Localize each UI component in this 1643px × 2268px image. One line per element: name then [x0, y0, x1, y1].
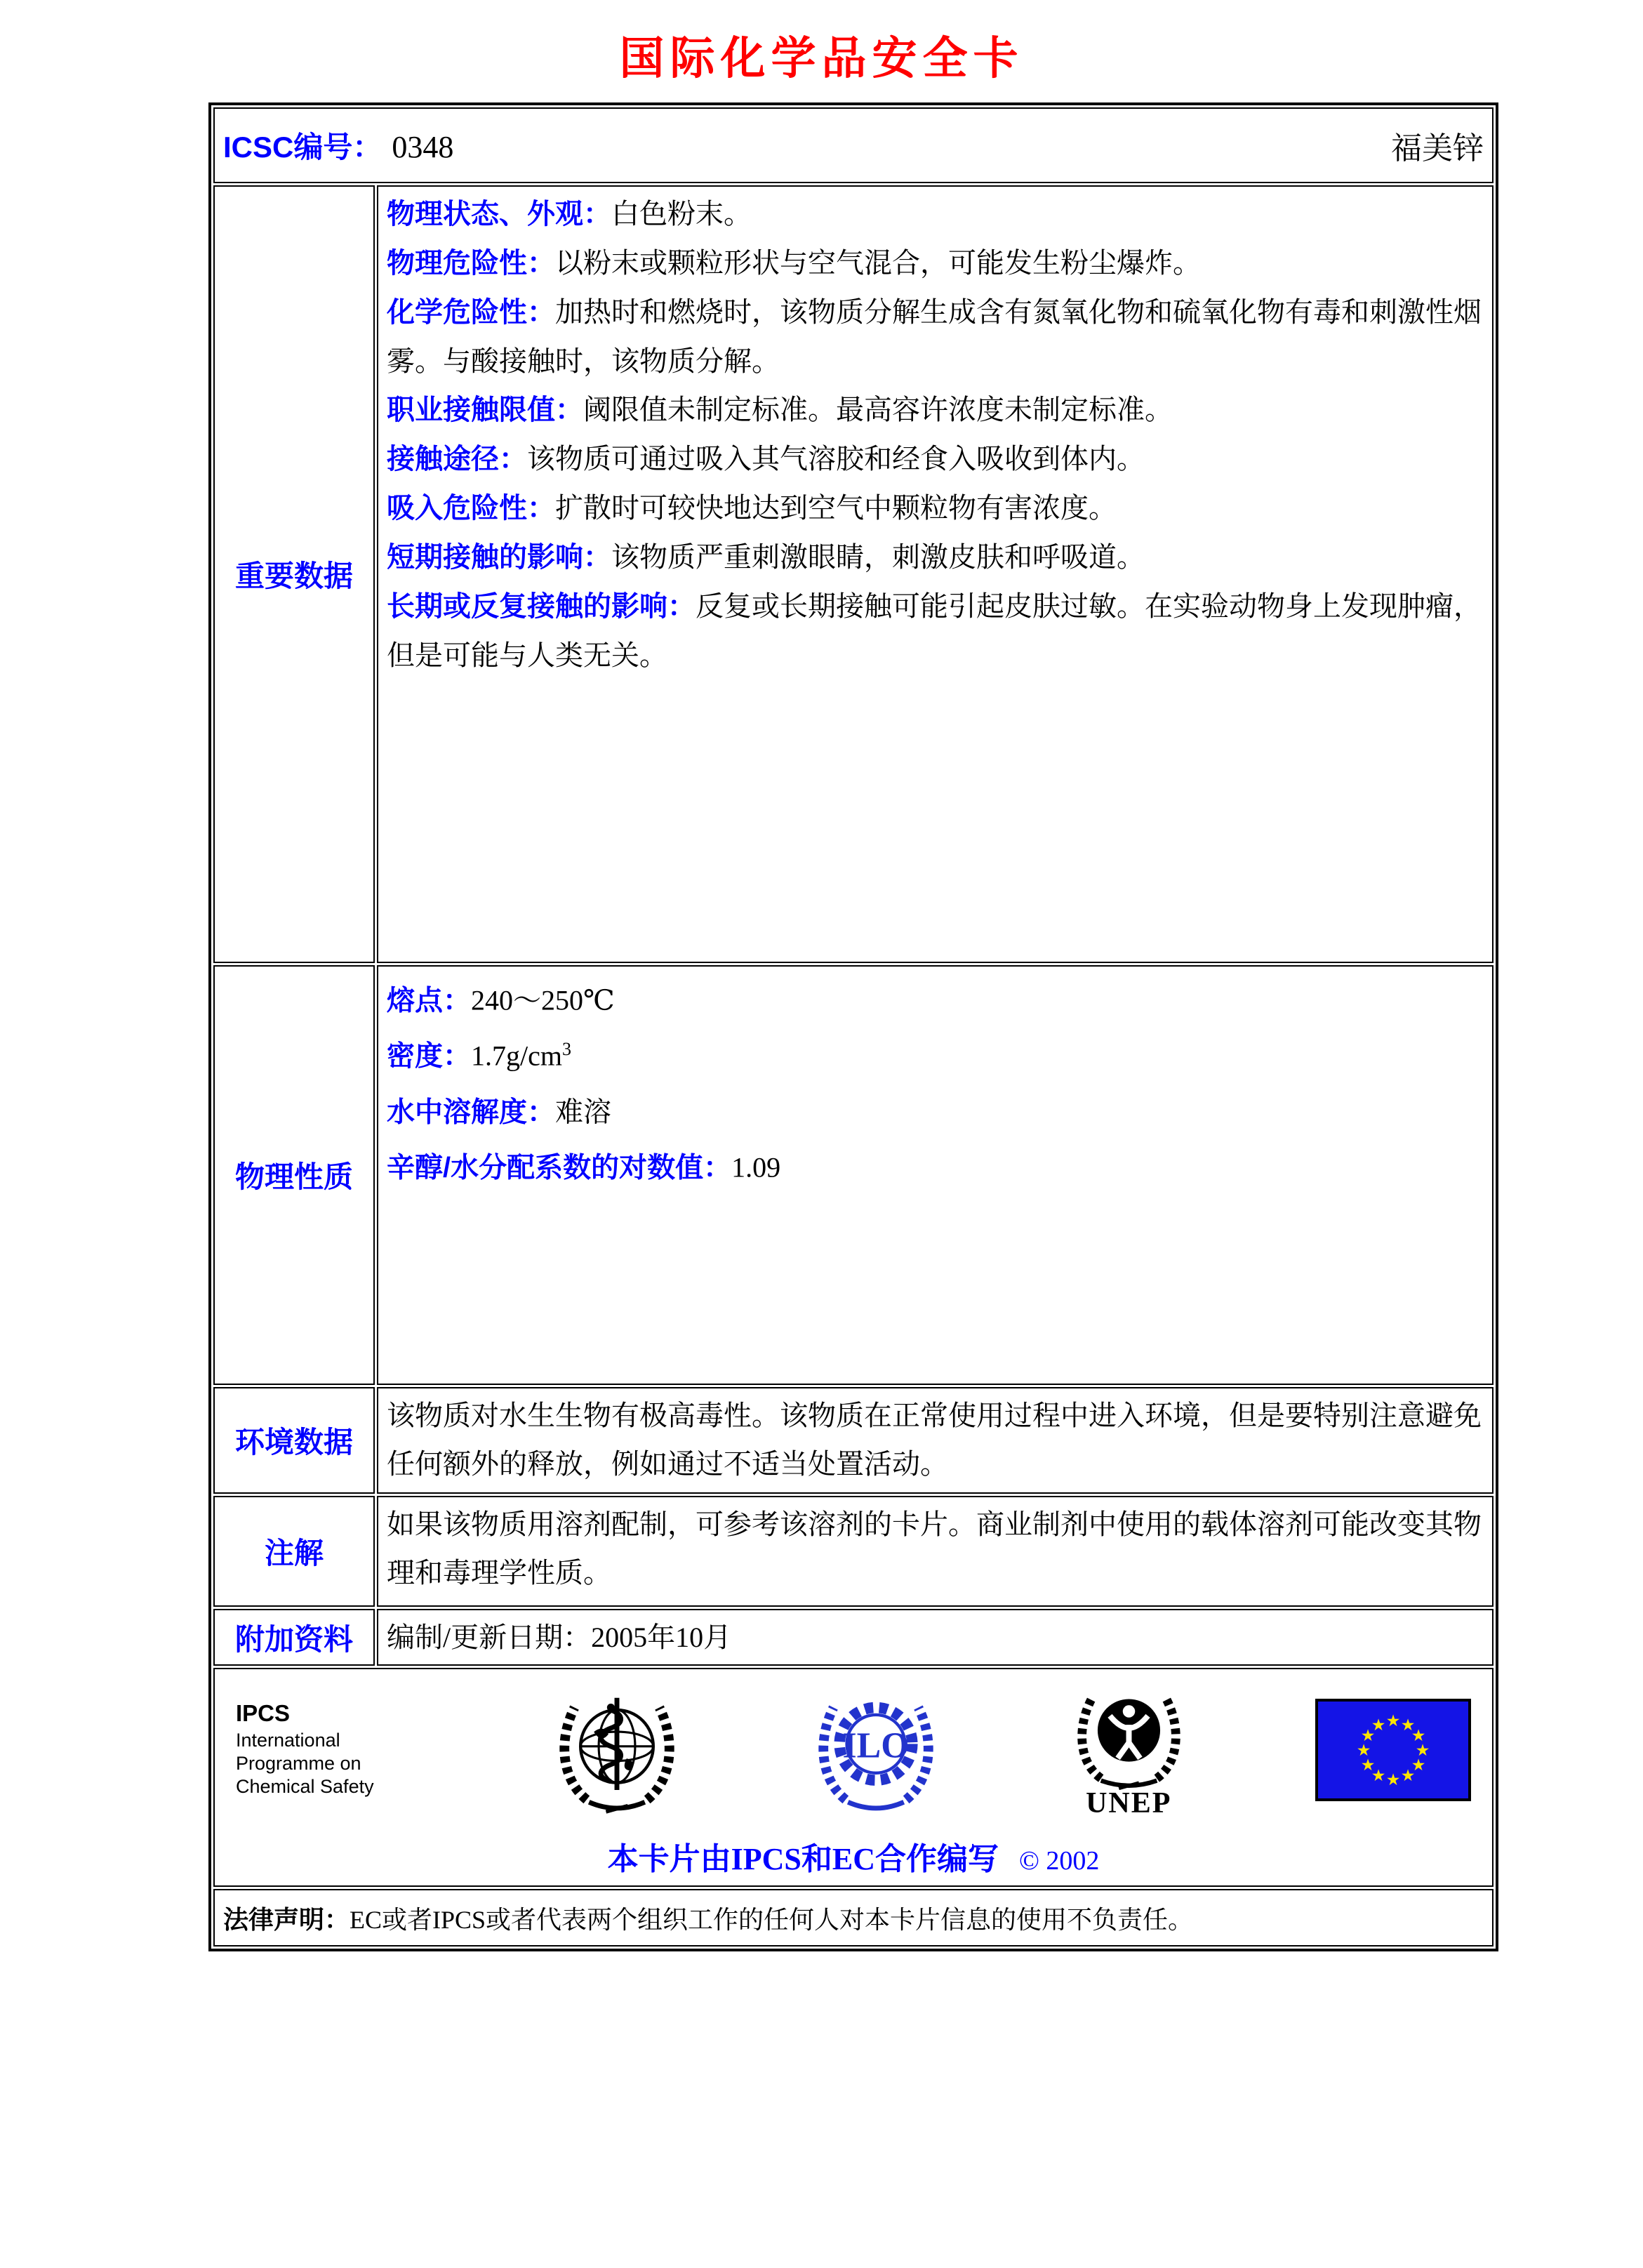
physical-item: 密度：$1.7g/cm^3$ — [387, 1039, 571, 1072]
notes-content: 如果该物质用溶剂配制，可参考该溶剂的卡片。商业制剂中使用的载体溶剂可能改变其物理和毒理学性质。 — [377, 1496, 1494, 1607]
svg-text:★: ★ — [1411, 1727, 1426, 1745]
physical-properties-row — [213, 965, 1494, 1385]
row-label-physical-properties: 物理性质 — [213, 965, 375, 1385]
physical-properties-content — [377, 965, 1494, 1385]
physical-item: 水中溶解度：难溶 — [387, 1095, 611, 1127]
svg-text:★: ★ — [1385, 1771, 1401, 1789]
chemical-name: 福美锌 — [1391, 131, 1484, 166]
icsc-number — [223, 124, 453, 166]
icsc-number-value: 0348 — [392, 130, 454, 164]
copyright-text: © 2002 — [1019, 1846, 1100, 1876]
additional-info-content: 编制/更新日期：2005年10月 — [377, 1609, 1494, 1666]
important-item: 化学危险性：加热时和燃烧时，该物质分解生成含有氮氧化物和硫氧化物有毒和刺激性烟雾。与酸接触时，该物质分解。 — [387, 296, 1482, 377]
important-item: 短期接触的影响：该物质严重刺激眼睛，刺激皮肤和呼吸道。 — [387, 541, 1145, 573]
svg-text:★: ★ — [1356, 1742, 1371, 1760]
important-item: 职业接触限值：阈限值未制定标准。最高容许浓度未制定标准。 — [387, 394, 1173, 425]
important-item: 物理状态、外观：白色粉末。 — [387, 198, 752, 230]
environment-row — [213, 1387, 1494, 1494]
ipcs-text-block: IPCS International Programme on Chemical Safety — [236, 1702, 425, 1798]
row-label-notes: 注解 — [213, 1496, 375, 1607]
notes-row — [213, 1496, 1494, 1607]
svg-text:★: ★ — [1385, 1712, 1401, 1730]
credit-line — [236, 1833, 1471, 1878]
important-item: 接触途径：该物质可通过吸入其气溶胶和经食入吸收到体内。 — [387, 443, 1145, 475]
svg-text:★: ★ — [1360, 1727, 1376, 1745]
row-label-additional-info: 附加资料 — [213, 1609, 375, 1666]
svg-text:★: ★ — [1400, 1716, 1416, 1735]
svg-text:★: ★ — [1371, 1767, 1386, 1785]
unep-label: UNEP — [1086, 1787, 1172, 1819]
important-data-content — [377, 185, 1494, 963]
credit-text: 本卡片由IPCS和EC合作编写 — [607, 1842, 999, 1876]
ipcs-title: IPCS — [236, 1700, 291, 1726]
svg-text:★: ★ — [1360, 1756, 1376, 1775]
legal-row — [213, 1889, 1494, 1947]
unep-logo-icon — [1067, 1680, 1190, 1792]
svg-text:★: ★ — [1371, 1716, 1386, 1735]
additional-info-row — [213, 1609, 1494, 1666]
svg-text:★: ★ — [1415, 1742, 1430, 1760]
important-item: 长期或反复接触的影响：反复或长期接触可能引起皮肤过敏。在实验动物身上发现肿瘤，但是可能与人类无关。 — [387, 590, 1482, 671]
important-item: 物理危险性：以粉末或颗粒形状与空气混合，可能发生粉尘爆炸。 — [387, 247, 1201, 279]
ilo-logo-icon — [809, 1683, 943, 1817]
page-title: 国际化学品安全卡 — [619, 33, 1024, 85]
unep-logo — [1067, 1680, 1190, 1820]
legal-label: 法律声明： — [223, 1904, 350, 1934]
icsc-card-table — [208, 102, 1498, 1951]
physical-item: 熔点：240～250℃ — [387, 984, 615, 1016]
important-item: 吸入危险性：扩散时可较快地达到空气中颗粒物有害浓度。 — [387, 492, 1117, 524]
who-logo-icon — [550, 1683, 684, 1817]
environment-content: 该物质对水生生物有极高毒性。该物质在正常使用过程中进入环境，但是要特别注意避免任何额外的释放，例如通过不适当处置活动。 — [377, 1387, 1494, 1494]
physical-item: 辛醇/水分配系数的对数值：1.09 — [387, 1151, 781, 1183]
row-label-important-data: 重要数据 — [213, 185, 375, 963]
svg-text:★: ★ — [1400, 1767, 1416, 1785]
icsc-number-label: ICSC编号： — [223, 131, 383, 164]
legal-text: EC或者IPCS或者代表两个组织工作的任何人对本卡片信息的使用不负责任。 — [350, 1905, 1194, 1934]
logos-row — [213, 1668, 1494, 1887]
important-data-row — [213, 185, 1494, 963]
eu-flag-icon — [1315, 1699, 1471, 1801]
row-label-environment: 环境数据 — [213, 1387, 375, 1494]
header-row — [213, 107, 1494, 183]
svg-text:★: ★ — [1411, 1756, 1426, 1775]
svg-text:ILO: ILO — [842, 1725, 909, 1766]
